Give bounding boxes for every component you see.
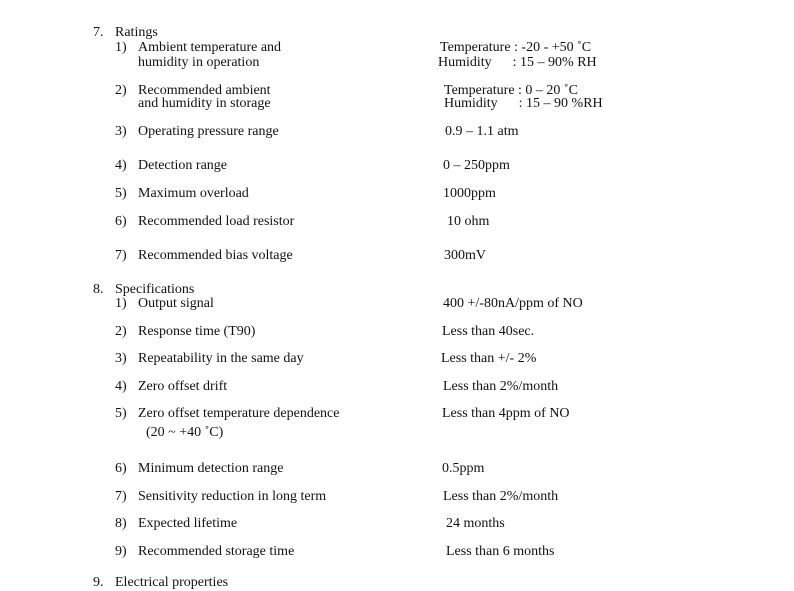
item-number: 7): [115, 248, 127, 263]
item-value: 0.5ppm: [442, 461, 485, 476]
item-label: Repeatability in the same day: [138, 351, 304, 366]
item-number: 4): [115, 158, 127, 173]
item-number: 5): [115, 406, 127, 421]
item-number: 4): [115, 379, 127, 394]
item-label: Zero offset temperature dependence: [138, 406, 340, 421]
item-label: Minimum detection range: [138, 461, 284, 476]
item-value: Temperature : 0 – 20 ˚C: [444, 83, 578, 98]
item-number: 6): [115, 461, 127, 476]
item-value: Less than 40sec.: [442, 324, 535, 339]
section-number: 8.: [93, 282, 104, 297]
item-value: 0 – 250ppm: [443, 158, 510, 173]
section-title: Ratings: [115, 25, 158, 40]
item-number: 1): [115, 40, 127, 55]
item-label: Operating pressure range: [138, 124, 279, 139]
item-number: 8): [115, 516, 127, 531]
item-value: Less than 4ppm of NO: [442, 406, 570, 421]
item-label: Detection range: [138, 158, 228, 173]
item-label: Maximum overload: [138, 186, 249, 201]
item-value: Less than 6 months: [446, 544, 555, 559]
item-label: Recommended bias voltage: [138, 248, 293, 263]
item-number: 3): [115, 124, 127, 139]
item-label: Response time (T90): [138, 324, 256, 339]
section-title: Electrical properties: [115, 575, 229, 590]
item-label: (20 ~ +40 ˚C): [146, 425, 224, 440]
item-number: 6): [115, 214, 127, 229]
item-value: 0.9 – 1.1 atm: [445, 124, 519, 139]
item-value: Less than 2%/month: [443, 379, 559, 394]
item-label: Sensitivity reduction in long term: [138, 489, 327, 504]
item-value: 1000ppm: [443, 186, 496, 201]
item-label: Zero offset drift: [138, 379, 228, 394]
item-number: 9): [115, 544, 127, 559]
item-value: Humidity : 15 – 90% RH: [438, 55, 597, 70]
section-number: 7.: [93, 25, 104, 40]
section-number: 9.: [93, 575, 104, 590]
item-number: 2): [115, 324, 127, 339]
item-number: 7): [115, 489, 127, 504]
item-number: 3): [115, 351, 127, 366]
item-value: 24 months: [446, 516, 505, 531]
item-value: Humidity : 15 – 90 %RH: [444, 96, 603, 111]
section-title: Specifications: [115, 282, 195, 297]
item-label: Recommended load resistor: [138, 214, 295, 229]
item-label: Recommended storage time: [138, 544, 295, 559]
item-value: 300mV: [444, 248, 486, 263]
item-label: Output signal: [138, 296, 214, 311]
item-label: Recommended ambient: [138, 83, 271, 98]
item-value: 400 +/-80nA/ppm of NO: [443, 296, 583, 311]
item-value: Less than 2%/month: [443, 489, 559, 504]
item-label: Expected lifetime: [138, 516, 238, 531]
item-value: Temperature : -20 - +50 ˚C: [440, 40, 592, 55]
item-value: Less than +/- 2%: [441, 351, 537, 366]
item-number: 1): [115, 296, 127, 311]
item-number: 5): [115, 186, 127, 201]
item-number: 2): [115, 83, 127, 98]
item-label: humidity in operation: [138, 55, 260, 70]
item-value: 10 ohm: [447, 214, 490, 229]
item-label: and humidity in storage: [138, 96, 271, 111]
item-label: Ambient temperature and: [138, 40, 282, 55]
